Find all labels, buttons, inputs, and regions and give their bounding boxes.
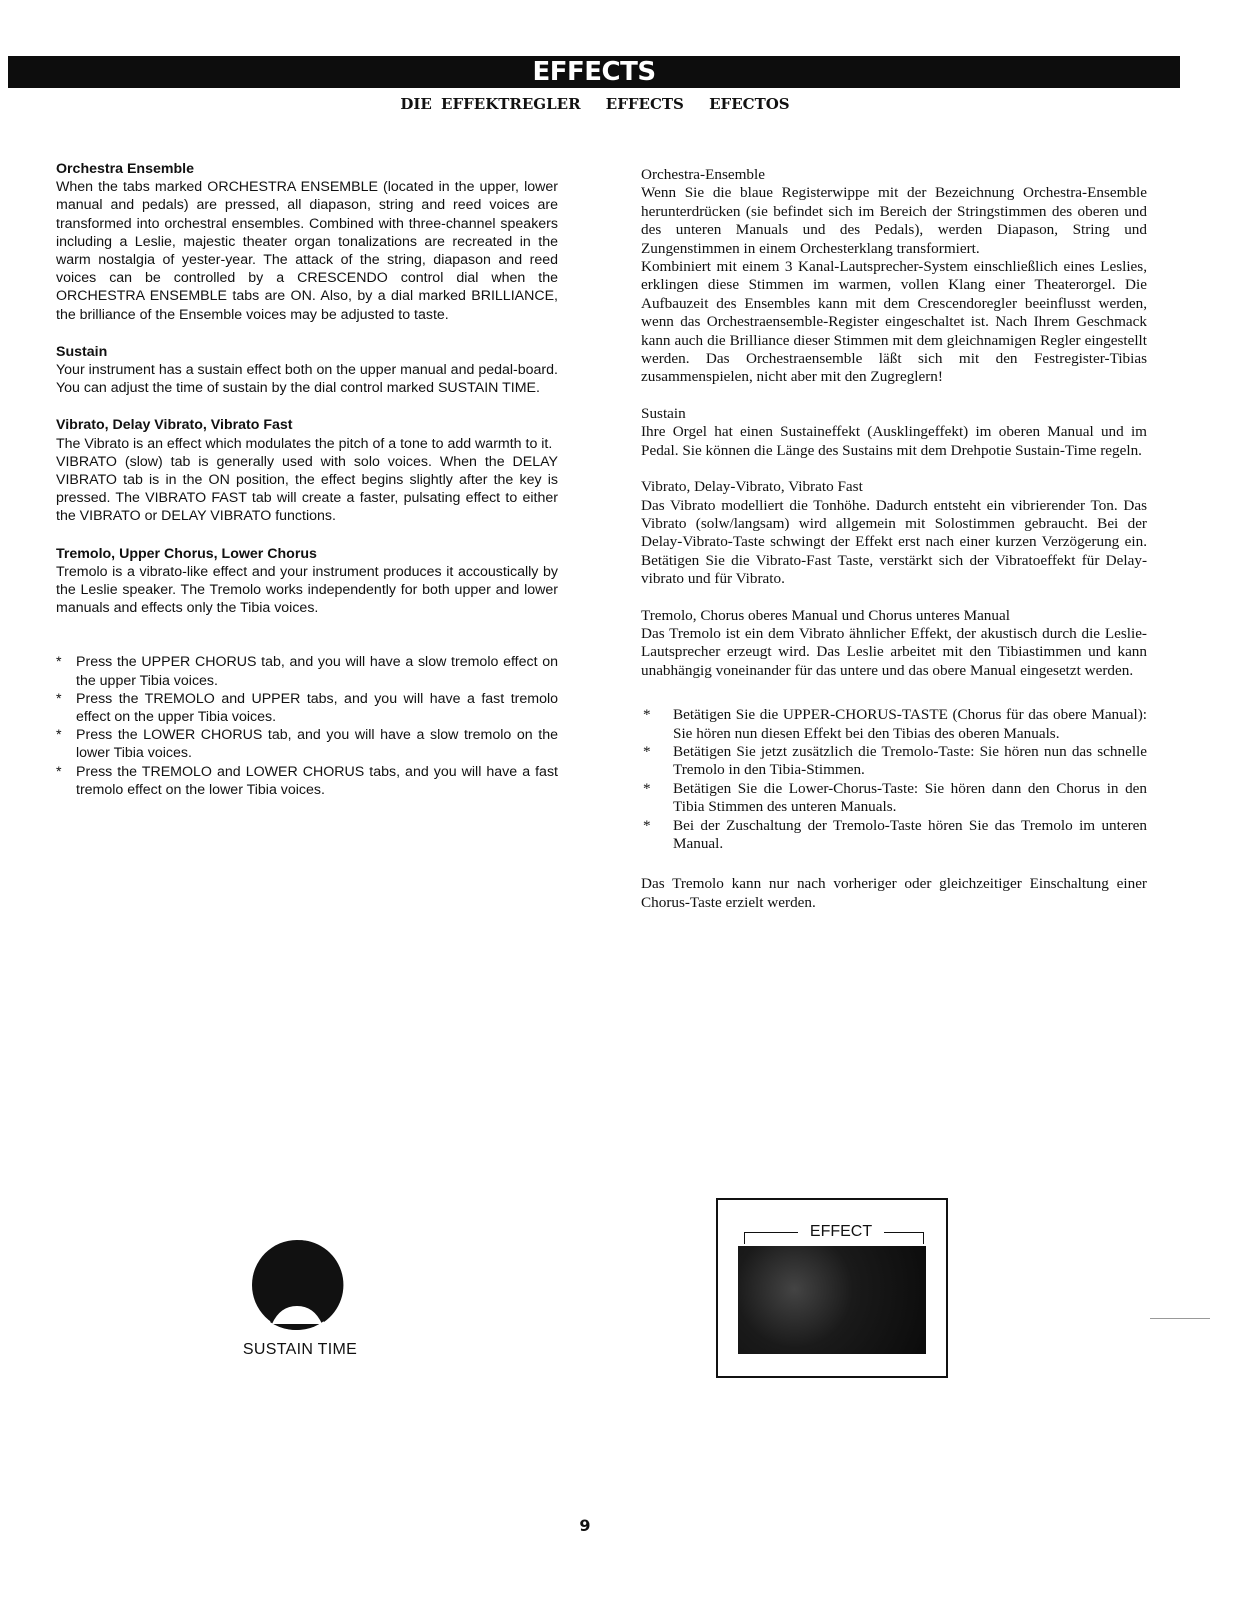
bullet-mark: * [56,654,62,671]
section-orchestra-en [56,160,558,324]
text-sustain-en: Your instrument has a sustain effect both on the upper manual and pedal-board. You can adjust the time of sustain by the dial control marked SUSTAIN TIME. [56,362,558,397]
list-item: * Press the LOWER CHORUS tab, and you will have a slow tremolo on the lower Tibia voices. [56,727,558,762]
english-column [56,160,558,799]
bullet-mark: * [56,727,62,744]
text-vibrato-en-1: The Vibrato is an effect which modulates the pitch of a tone to add warmth to it. [56,435,553,452]
list-item: * Press the UPPER CHORUS tab, and you will have a slow tremolo effect on the upper Tibia voices. [56,654,558,689]
bullet-list-de [641,706,1147,853]
bullet-list-en [56,653,558,799]
heading-sustain-de: Sustain [641,404,686,422]
subtitle-english: EFFECTS [605,95,684,113]
bullet-mark: * [643,779,651,797]
section-tremolo-de [641,607,1147,681]
section-subtitle [0,95,1190,113]
effect-panel-figure [716,1198,948,1378]
heading-orchestra-en: Orchestra Ensemble [56,161,194,177]
page-number: 9 [579,1516,591,1535]
list-item: * Betätigen Sie jetzt zusätzlich die Tremolo-Taste: Sie hören nun das schnelle Tremolo in den Tibia-Stimmen. [643,742,1147,779]
bullet-mark: * [56,763,62,780]
subtitle-spanish: EFECTOS [709,95,790,113]
german-column [641,166,1147,912]
text-vibrato-en-2: VIBRATO (slow) tab is generally used with solo voices. When the DELAY VIBRATO tab is in the ON position, the effect begins slightly after the key is pressed. The VIBRATO FAST tab will create a faster, pulsating effect to either the VIBRATO or DELAY VIBRATO functions. [56,453,558,525]
list-item: * Press the TREMOLO and UPPER tabs, and you will have a fast tremolo effect on the upper Tibia voices. [56,690,558,726]
section-vibrato-en [56,416,558,525]
text-tremolo-en: Tremolo is a vibrato-like effect and your instrument produces it accoustically by the Leslie speaker. The Tremolo works independently for both upper and lower manuals and effects only the Tibia voices. [56,563,558,617]
heading-tremolo-en: Tremolo, Upper Chorus, Lower Chorus [56,545,317,562]
section-orchestra-de [641,166,1147,387]
heading-orchestra-de: Orchestra-Ensemble [641,166,765,183]
list-item: * Press the TREMOLO and LOWER CHORUS tabs, and you will have a fast tremolo effect on the lower Tibia voices. [56,763,558,798]
closing-note-de: Das Tremolo kann nur nach vorheriger oder gleichzeitiger Einschaltung einer Chorus-Taste erzielt werden. [641,875,1147,911]
list-item: * Betätigen Sie die Lower-Chorus-Taste: Sie hören dann den Chorus in den Tibia Stimmen des unteren Manuals. [643,779,1147,816]
text-orchestra-de-2: Kombiniert mit einem 3 Kanal-Lautsprecher-System einschließlich eines Leslies, erklingen diese Stimmen im warmen, vollen Klang einer Theaterorgel. Die Aufbauzeit des Ensembles kann mit dem Crescendoregler beeinflusst werden, wenn das Orchestraensemble-Register eingeschaltet ist. Nach Ihrem Geschmack kann auch die Brilliance dieser Stimmen mit dem gleichnamigen Regler eingestellt werden. Das Orchestraensemble läßt sich mit den Festregister-Tibias zusammenspielen, nicht aber mit den Zugreglern! [641,258,1147,386]
bullet-mark: * [643,706,651,724]
subtitle-german: DIE EFFEKTREGLER [400,95,581,113]
sustain-time-label: SUSTAIN TIME [242,1341,358,1358]
section-sustain-de [641,405,1147,460]
heading-sustain-en: Sustain [56,343,108,360]
effect-label: EFFECT [809,1223,873,1240]
text-vibrato-de: Das Vibrato modelliert die Tonhöhe. Dadurch entsteht ein vibrierender Ton. Das Vibrato (solw/langsam) wird allgemein mit Solostimmen gebraucht. Bei der Delay-Vibrato-Taste schwingt der Effekt erst nach einer kurzen Verzögerung ein. Betätigen Sie die Vibrato-Fast Taste, verstärkt sich der Vibratoeffekt für Delay-vibrato und für Vibrato. [641,496,1147,588]
list-item: * Bei der Zuschaltung der Tremolo-Taste hören Sie das Tremolo im unteren Manual. [643,816,1147,852]
section-tremolo-en [56,545,558,618]
section-vibrato-de [641,478,1147,588]
effect-tab-panel [738,1246,926,1354]
text-orchestra-en: When the tabs marked ORCHESTRA ENSEMBLE (located in the upper, lower manual and pedals) are pressed, all diapason, string and reed voices are transformed into orchestral ensembles. Combined with three-channel speakers including a Leslie, majestic theater organ tonalizations are recreated in the warm nostalgia of yester-year. The attack of the string, diapason and reed voices can be controlled by a CRESCENDO control dial when the ORCHESTRA ENSEMBLE tabs are ON. Also, by a dial marked BRILLIANCE, the brilliance of the Ensemble voices may be adjusted to taste. [56,179,558,323]
page-edge-mark [1150,1318,1210,1319]
bullet-mark: * [643,816,651,834]
text-tremolo-de: Das Tremolo ist ein dem Vibrato ähnlicher Effekt, der akustisch durch die Leslie-Lautsprecher erzeugt wird. Das Leslie arbeitet mit den Tibiastimmen und kann unabhängig voneinander für das untere und das obere Manual eingesetzt werden. [641,624,1147,679]
bullet-mark: * [643,742,651,760]
section-sustain-en [56,343,558,398]
heading-vibrato-en: Vibrato, Delay Vibrato, Vibrato Fast [56,417,293,434]
list-item: * Betätigen Sie die UPPER-CHORUS-TASTE (Chorus für das obere Manual): Sie hören nun diesen Effekt bei den Tibias des oberen Manuals. [643,706,1147,742]
section-banner: EFFECTS [8,56,1180,88]
bullet-mark: * [56,690,62,707]
text-orchestra-de-1: Wenn Sie die blaue Registerwippe mit der Bezeichnung Orchestra-Ensemble herunterdrücken (sie befindet sich im Bereich der Stringstimmen des oberen und des unteren Manuals und des Pedals), werden Diapason, String und Zungenstimmen in einem Orchesterklang transformiert. [641,184,1147,257]
effect-bracket [744,1222,924,1244]
sustain-time-knob-icon [250,1238,344,1332]
heading-tremolo-de: Tremolo, Chorus oberes Manual und Chorus unteres Manual [641,606,1010,624]
text-sustain-de: Ihre Orgel hat einen Sustaineffekt (Ausklingeffekt) im oberen Manual und im Pedal. Sie können die Länge des Sustains mit dem Drehpotie Sustain-Time regeln. [641,423,1147,459]
heading-vibrato-de: Vibrato, Delay-Vibrato, Vibrato Fast [641,478,863,496]
